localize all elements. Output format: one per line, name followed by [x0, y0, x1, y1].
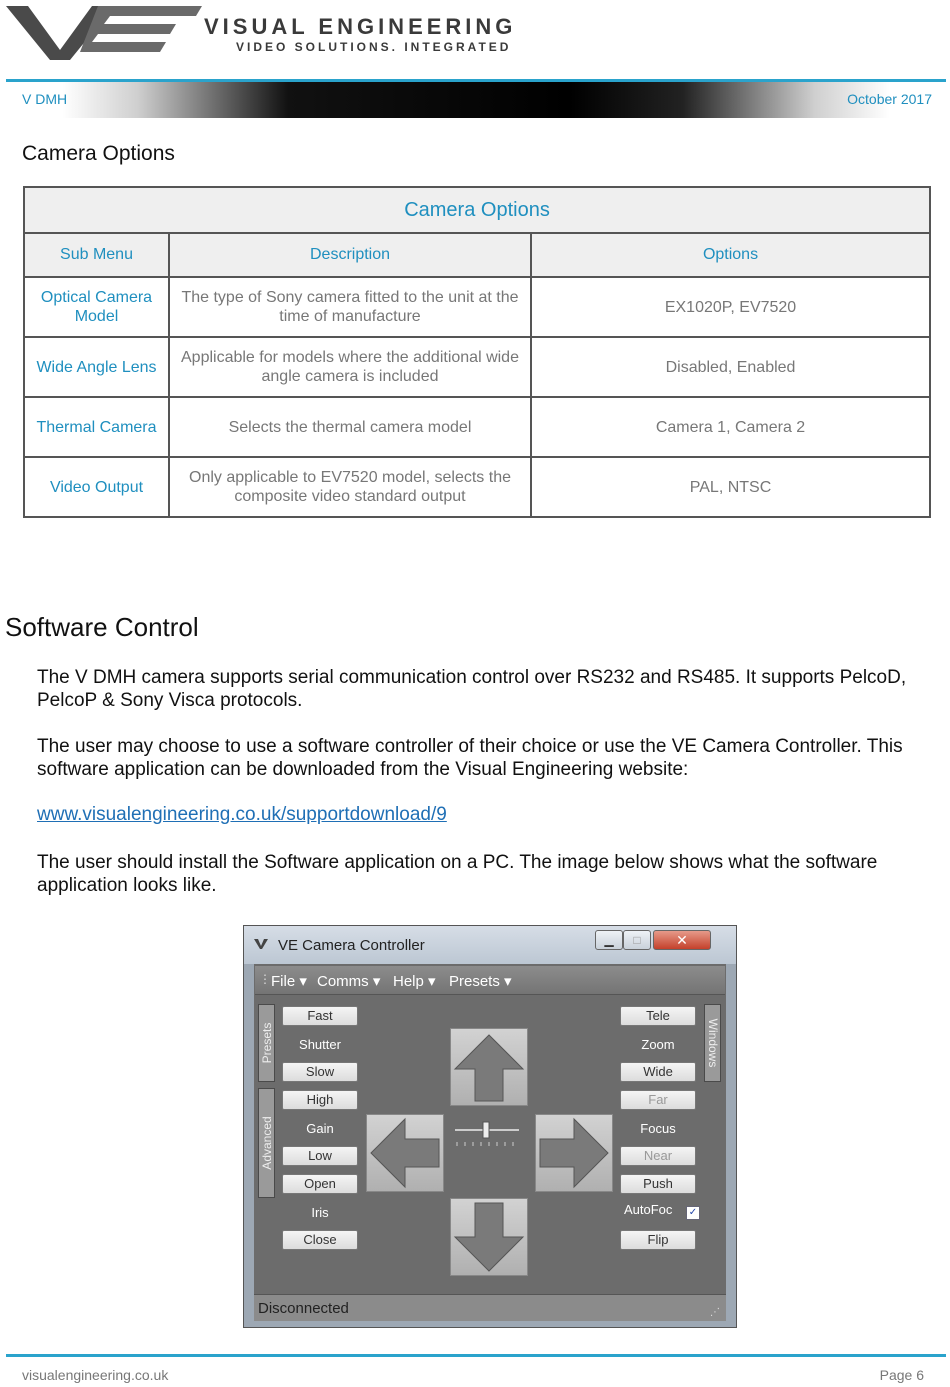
- menu-help[interactable]: Help ▾: [393, 973, 436, 990]
- tab-presets[interactable]: Presets: [258, 1004, 275, 1082]
- maximize-button[interactable]: □: [623, 930, 651, 950]
- page-number: Page 6: [879, 1367, 924, 1383]
- gain-high-button[interactable]: High: [282, 1090, 358, 1110]
- autofocus-checkbox[interactable]: ✓: [686, 1206, 700, 1220]
- camera-options-table: [23, 186, 931, 518]
- focus-label: Focus: [640, 1121, 676, 1136]
- iris-label: Iris: [311, 1205, 329, 1220]
- pan-down-button[interactable]: [450, 1198, 528, 1276]
- menu-file[interactable]: File ▾: [271, 973, 307, 990]
- cell-sub-menu: Optical Camera Model: [24, 277, 169, 337]
- camera-controller-screenshot: [243, 925, 737, 1328]
- app-menubar: [255, 966, 725, 995]
- brand-subtitle: VIDEO SOLUTIONS. INTEGRATED: [236, 40, 512, 54]
- focus-far-button[interactable]: Far: [620, 1090, 696, 1110]
- cell-sub-menu: Wide Angle Lens: [24, 337, 169, 397]
- app-titlebar: [244, 926, 736, 964]
- arrow-down-icon: [451, 1199, 527, 1275]
- iris-open-button[interactable]: Open: [282, 1174, 358, 1194]
- table-row: [24, 337, 930, 397]
- app-icon: [254, 938, 268, 950]
- brand-title: VISUAL ENGINEERING: [204, 14, 517, 39]
- footer-website: visualengineering.co.uk: [22, 1367, 169, 1383]
- arrow-left-icon: [367, 1115, 443, 1191]
- close-button[interactable]: ✕: [653, 930, 711, 950]
- shutter-label: Shutter: [299, 1037, 341, 1052]
- menu-grip-icon: ⋮: [259, 972, 271, 986]
- pan-left-button[interactable]: [366, 1114, 444, 1192]
- cell-sub-menu: Thermal Camera: [24, 397, 169, 457]
- tab-advanced[interactable]: Advanced: [258, 1088, 275, 1198]
- cell-description: Only applicable to EV7520 model, selects the composite video standard output: [169, 457, 531, 517]
- autofocus-label: AutoFoc: [624, 1202, 673, 1217]
- cell-options: EX1020P, EV7520: [531, 277, 930, 337]
- gain-low-button[interactable]: Low: [282, 1146, 358, 1166]
- header-band: [6, 82, 946, 118]
- cell-description: Applicable for models where the additional wide angle camera is included: [169, 337, 531, 397]
- visual-engineering-logo: [6, 2, 202, 62]
- table-caption: Camera Options: [24, 187, 930, 233]
- section-title: Camera Options: [22, 142, 175, 165]
- download-link[interactable]: www.visualengineering.co.uk/supportdownload/9: [37, 804, 447, 825]
- arrow-right-icon: [536, 1115, 612, 1191]
- footer-rule: [6, 1354, 946, 1357]
- cell-description: The type of Sony camera fitted to the unit at the time of manufacture: [169, 277, 531, 337]
- menu-comms[interactable]: Comms ▾: [317, 973, 381, 990]
- table-row: [24, 397, 930, 457]
- cell-sub-menu: Video Output: [24, 457, 169, 517]
- menu-presets[interactable]: Presets ▾: [449, 973, 512, 990]
- shutter-fast-button[interactable]: Fast: [282, 1006, 358, 1026]
- cell-options: Disabled, Enabled: [531, 337, 930, 397]
- column-header-sub-menu: Sub Menu: [24, 233, 169, 277]
- focus-near-button[interactable]: Near: [620, 1146, 696, 1166]
- arrow-up-icon: [451, 1029, 527, 1105]
- paragraph-install: The user should install the Software application on a PC. The image below shows what the software application looks like.: [37, 852, 878, 896]
- cell-description: Selects the thermal camera model: [169, 397, 531, 457]
- connection-status: Disconnected: [258, 1300, 349, 1317]
- cell-options: Camera 1, Camera 2: [531, 397, 930, 457]
- shutter-slow-button[interactable]: Slow: [282, 1062, 358, 1082]
- pan-right-button[interactable]: [535, 1114, 613, 1192]
- document-name: V DMH: [22, 91, 68, 107]
- paragraph-controller: The user may choose to use a software controller of their choice or use the VE Camera Controller. This software application can be downloaded from the Visual Engineering website:: [37, 736, 903, 780]
- table-row: [24, 277, 930, 337]
- app-client-area: [254, 964, 726, 1320]
- paragraph-protocols: The V DMH camera supports serial communication control over RS232 and RS485. It supports PelcoD, PelcoP & Sony Visca protocols.: [37, 667, 907, 711]
- zoom-tele-button[interactable]: Tele: [620, 1006, 696, 1026]
- flip-button[interactable]: Flip: [620, 1230, 696, 1250]
- cell-options: PAL, NTSC: [531, 457, 930, 517]
- table-row: [24, 457, 930, 517]
- gain-label: Gain: [306, 1121, 334, 1136]
- app-window-title: VE Camera Controller: [278, 937, 425, 954]
- iris-close-button[interactable]: Close: [282, 1230, 358, 1250]
- tab-windows[interactable]: Windows: [704, 1004, 721, 1082]
- zoom-wide-button[interactable]: Wide: [620, 1062, 696, 1082]
- resize-grip-icon[interactable]: ⋰: [710, 1307, 720, 1318]
- pan-up-button[interactable]: [450, 1028, 528, 1106]
- column-header-options: Options: [531, 233, 930, 277]
- software-control-title: Software Control: [5, 612, 199, 642]
- column-header-description: Description: [169, 233, 531, 277]
- minimize-button[interactable]: ▁: [595, 930, 623, 950]
- zoom-label: Zoom: [641, 1037, 675, 1052]
- document-date: October 2017: [847, 91, 932, 107]
- speed-slider[interactable]: [451, 1114, 523, 1150]
- focus-push-button[interactable]: Push: [620, 1174, 696, 1194]
